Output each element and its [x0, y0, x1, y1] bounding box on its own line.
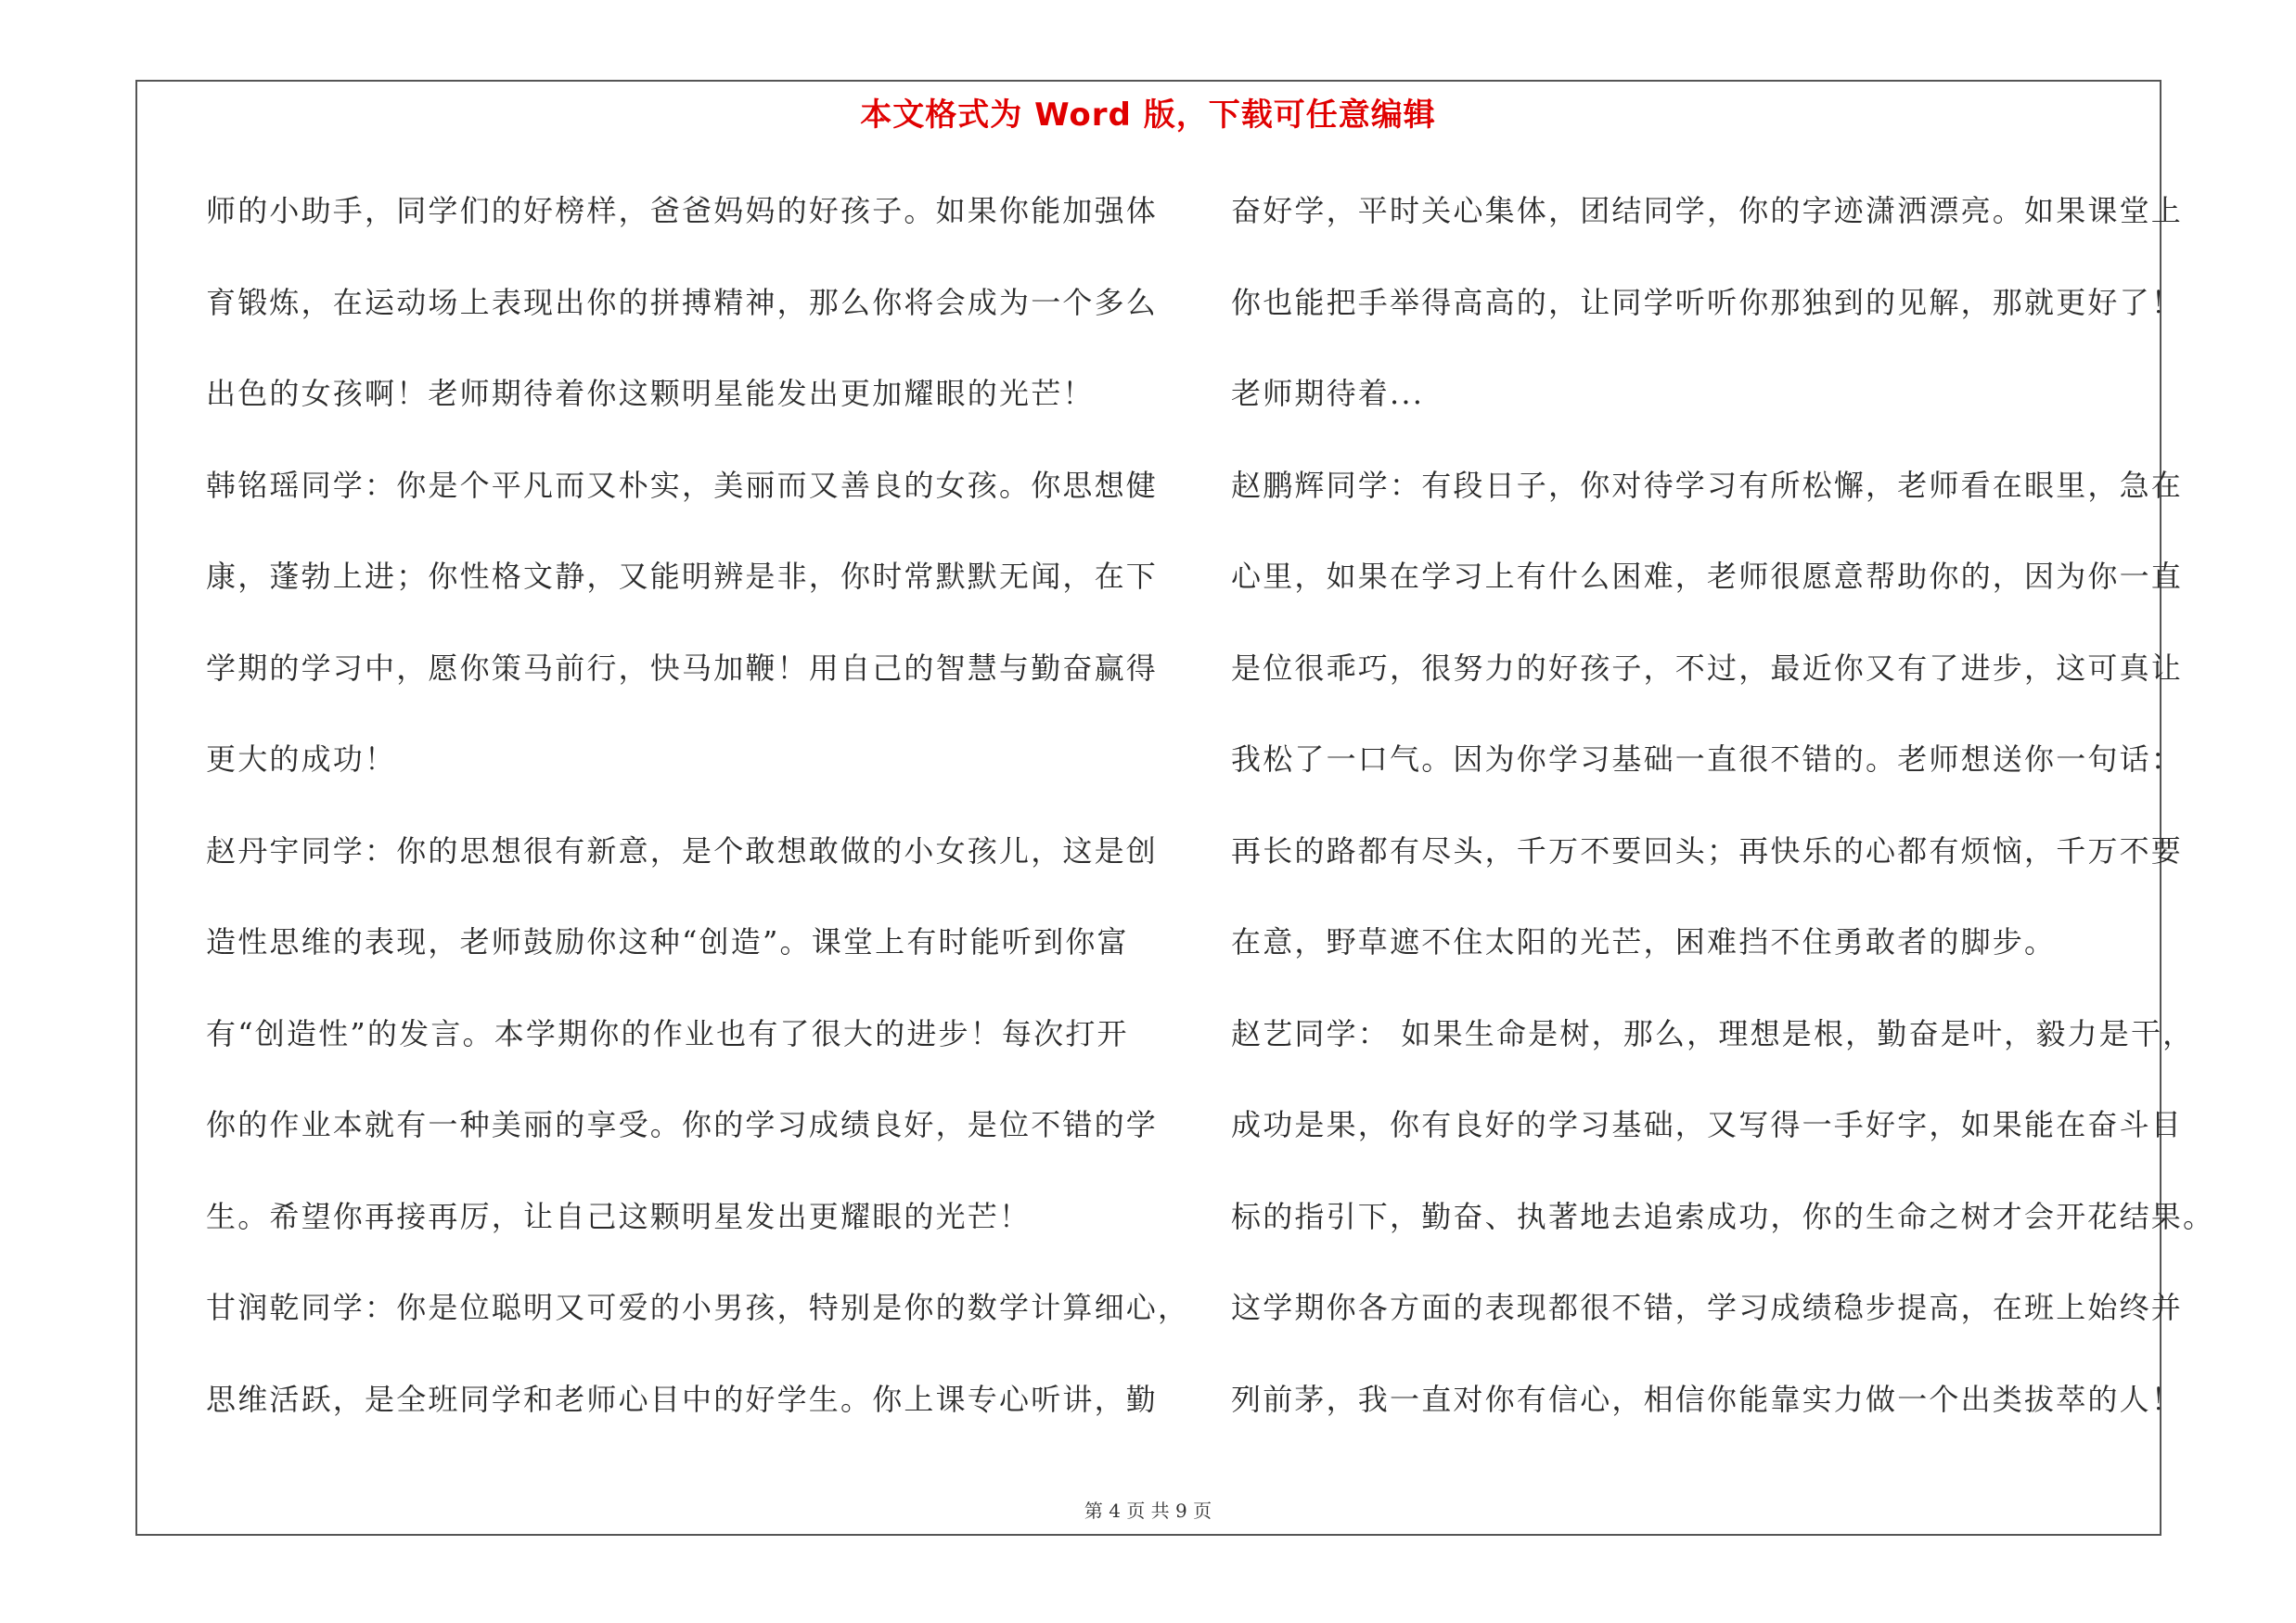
text-line: 再长的路都有尽头，千万不要回头；再快乐的心都有烦恼，千万不要 — [1231, 832, 2184, 869]
text-line: 造性思维的表现，老师鼓励你这种“创造”。课堂上有时能听到你富 — [206, 924, 1129, 960]
text-line: 学期的学习中，愿你策马前行，快马加鞭！用自己的智慧与勤奋赢得 — [206, 650, 1159, 686]
text-line: 在意，野草遮不住太阳的光芒，困难挡不住勇敢者的脚步。 — [1231, 924, 2057, 960]
text-line: 这学期你各方面的表现都很不错，学习成绩稳步提高，在班上始终并 — [1231, 1290, 2184, 1325]
text-line: 甘润乾同学：你是位聪明又可爱的小男孩，特别是你的数学计算细心， — [206, 1290, 1190, 1325]
left-text-column — [206, 182, 1190, 1462]
text-line: 成功是果，你有良好的学习基础，又写得一手好字，如果能在奋斗目 — [1231, 1107, 2184, 1142]
text-line: 赵艺同学： 如果生命是树，那么，理想是根，勤奋是叶，毅力是干， — [1231, 1015, 2195, 1051]
text-line: 心里，如果在学习上有什么困难，老师很愿意帮助你的，因为你一直 — [1231, 559, 2184, 594]
text-line: 赵鹏辉同学：有段日子，你对待学习有所松懈，老师看在眼里，急在 — [1231, 467, 2184, 503]
text-line: 你的作业本就有一种美丽的享受。你的学习成绩良好，是位不错的学 — [206, 1107, 1159, 1142]
text-line: 标的指引下，勤奋、执著地去追索成功，你的生命之树才会开花结果。 — [1231, 1198, 2215, 1234]
text-line: 我松了一口气。因为你学习基础一直很不错的。老师想送你一句话： — [1231, 741, 2184, 777]
text-line: 更大的成功！ — [206, 741, 397, 777]
text-line: 你也能把手举得高高的，让同学听听你那独到的见解，那就更好了！ — [1231, 284, 2184, 320]
text-line: 思维活跃，是全班同学和老师心目中的好学生。你上课专心听讲，勤 — [206, 1381, 1159, 1417]
header-banner: 本文格式为 Word 版，下载可任意编辑 — [860, 97, 1436, 134]
text-line: 育锻炼，在运动场上表现出你的拼搏精神，那么你将会成为一个多么 — [206, 284, 1159, 320]
page-number-footer: 第 4 页 共 9 页 — [1084, 1500, 1212, 1522]
text-line: 韩铭瑶同学：你是个平凡而又朴实，美丽而又善良的女孩。你思想健 — [206, 467, 1159, 503]
text-line: 列前茅，我一直对你有信心，相信你能靠实力做一个出类拔萃的人！ — [1231, 1381, 2184, 1417]
text-line: 康，蓬勃上进；你性格文静，又能明辨是非，你时常默默无闻，在下 — [206, 559, 1159, 594]
text-line: 有“创造性”的发言。本学期你的作业也有了很大的进步！每次打开 — [206, 1015, 1129, 1051]
text-line: 老师期待着... — [1231, 376, 1425, 411]
text-line: 生。希望你再接再厉，让自己这颗明星发出更耀眼的光芒！ — [206, 1198, 1032, 1234]
text-line: 是位很乖巧，很努力的好孩子，不过，最近你又有了进步，这可真让 — [1231, 650, 2184, 686]
text-line: 出色的女孩啊！老师期待着你这颗明星能发出更加耀眼的光芒！ — [206, 376, 1095, 411]
text-line: 赵丹宇同学：你的思想很有新意，是个敢想敢做的小女孩儿，这是创 — [206, 832, 1159, 869]
text-line: 师的小助手，同学们的好榜样，爸爸妈妈的好孩子。如果你能加强体 — [206, 193, 1159, 228]
text-line: 奋好学，平时关心集体，团结同学，你的字迹潇洒漂亮。如果课堂上 — [1231, 193, 2184, 228]
right-text-column — [1231, 182, 2215, 1462]
